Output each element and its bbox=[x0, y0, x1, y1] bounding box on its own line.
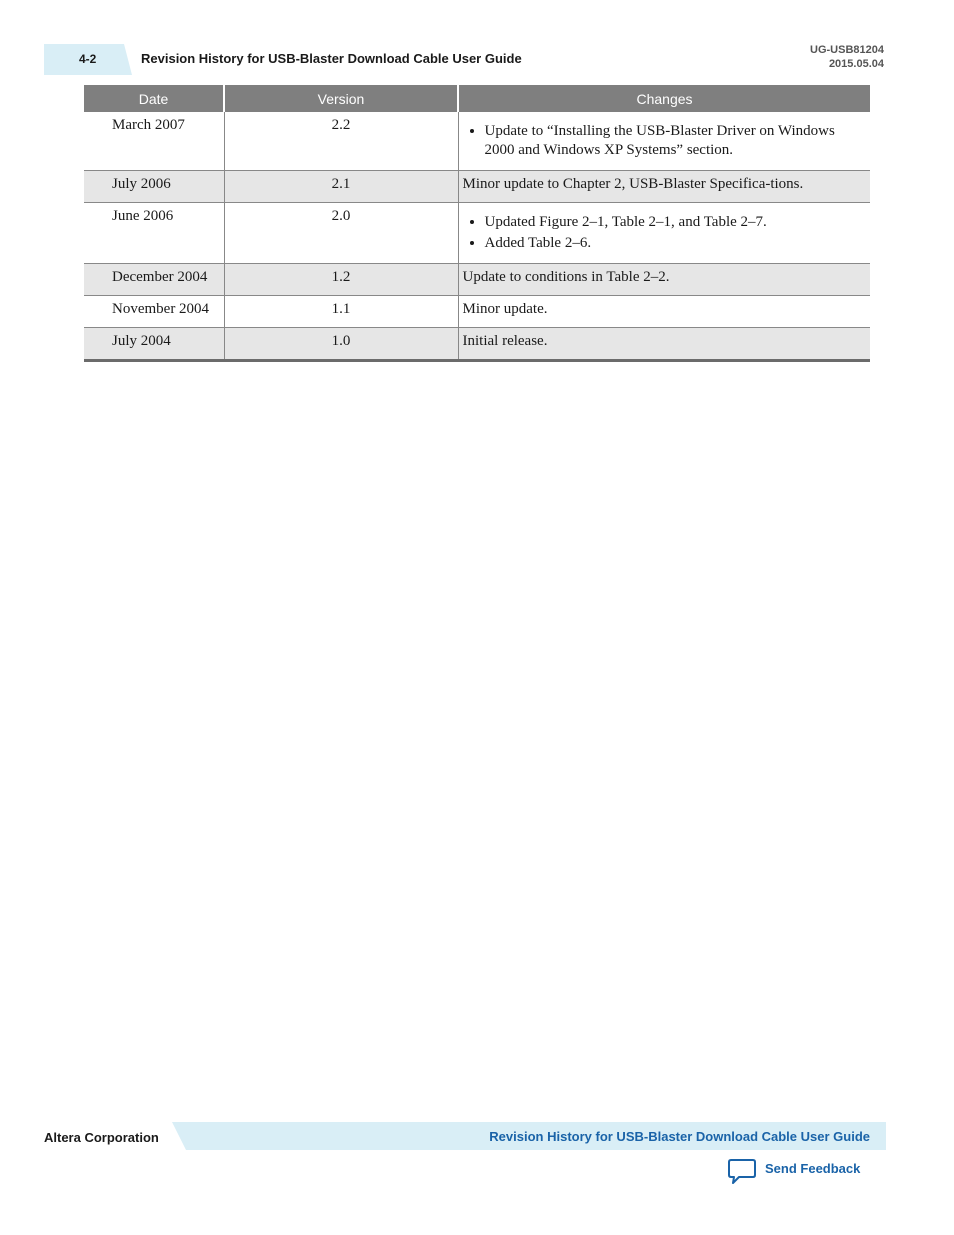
cell-date: July 2006 bbox=[84, 171, 224, 203]
table-row bbox=[84, 112, 870, 171]
cell-date: December 2004 bbox=[84, 264, 224, 296]
change-text: Update to conditions in Table 2–2. bbox=[462, 269, 670, 285]
table-row bbox=[84, 264, 870, 296]
send-feedback-label: Send Feedback bbox=[765, 1161, 861, 1176]
footer-company: Altera Corporation bbox=[44, 1130, 159, 1145]
cell-version: 2.1 bbox=[224, 171, 458, 203]
change-text: Minor update. bbox=[462, 301, 548, 317]
cell-version: 2.2 bbox=[224, 112, 458, 171]
cell-date: July 2004 bbox=[84, 328, 224, 361]
send-feedback-button[interactable] bbox=[727, 1158, 860, 1188]
doc-date: 2015.05.04 bbox=[828, 58, 884, 70]
page-number: 4-2 bbox=[79, 52, 97, 66]
footer-guide-link[interactable]: Revision History for USB-Blaster Download Cable User Guide bbox=[489, 1129, 870, 1144]
column-header-version: Version bbox=[224, 85, 458, 112]
cell-version: 2.0 bbox=[224, 203, 458, 264]
cell-changes bbox=[458, 296, 870, 328]
changes-list bbox=[463, 122, 867, 160]
table-row bbox=[84, 328, 870, 361]
cell-date: March 2007 bbox=[112, 117, 185, 133]
change-item: • Added Table 2–6. bbox=[485, 234, 867, 253]
cell-changes bbox=[458, 264, 870, 296]
cell-version: 1.0 bbox=[224, 328, 458, 361]
table-row bbox=[84, 296, 870, 328]
column-header-changes: Changes bbox=[458, 85, 870, 112]
table-row bbox=[84, 203, 870, 264]
cell-changes bbox=[458, 328, 870, 361]
doc-id: UG-USB81204 bbox=[810, 44, 884, 56]
change-item: • Update to “Installing the USB-Blaster Driver on Windows 2000 and Windows XP Systems” section. bbox=[485, 122, 867, 160]
table-row bbox=[84, 171, 870, 203]
cell-changes bbox=[458, 203, 870, 264]
table-body bbox=[84, 112, 870, 361]
cell-changes bbox=[458, 171, 870, 203]
cell-changes bbox=[458, 112, 870, 171]
revision-history-table bbox=[84, 85, 870, 362]
changes-list bbox=[463, 213, 867, 253]
cell-version: 1.1 bbox=[224, 296, 458, 328]
change-item: • Updated Figure 2–1, Table 2–1, and Table 2–7. bbox=[485, 213, 867, 232]
cell-date: November 2004 bbox=[84, 296, 224, 328]
speech-bubble-icon bbox=[727, 1158, 757, 1186]
column-header-date: Date bbox=[84, 85, 224, 112]
cell-date: June 2006 bbox=[84, 203, 224, 264]
change-text: Minor update to Chapter 2, USB-Blaster Specifica-tions. bbox=[462, 176, 804, 192]
change-text: Initial release. bbox=[462, 333, 548, 349]
table-header-row bbox=[84, 85, 870, 112]
page-title: Revision History for USB-Blaster Download Cable User Guide bbox=[141, 51, 522, 66]
doc-info bbox=[810, 43, 884, 71]
cell-version: 1.2 bbox=[224, 264, 458, 296]
